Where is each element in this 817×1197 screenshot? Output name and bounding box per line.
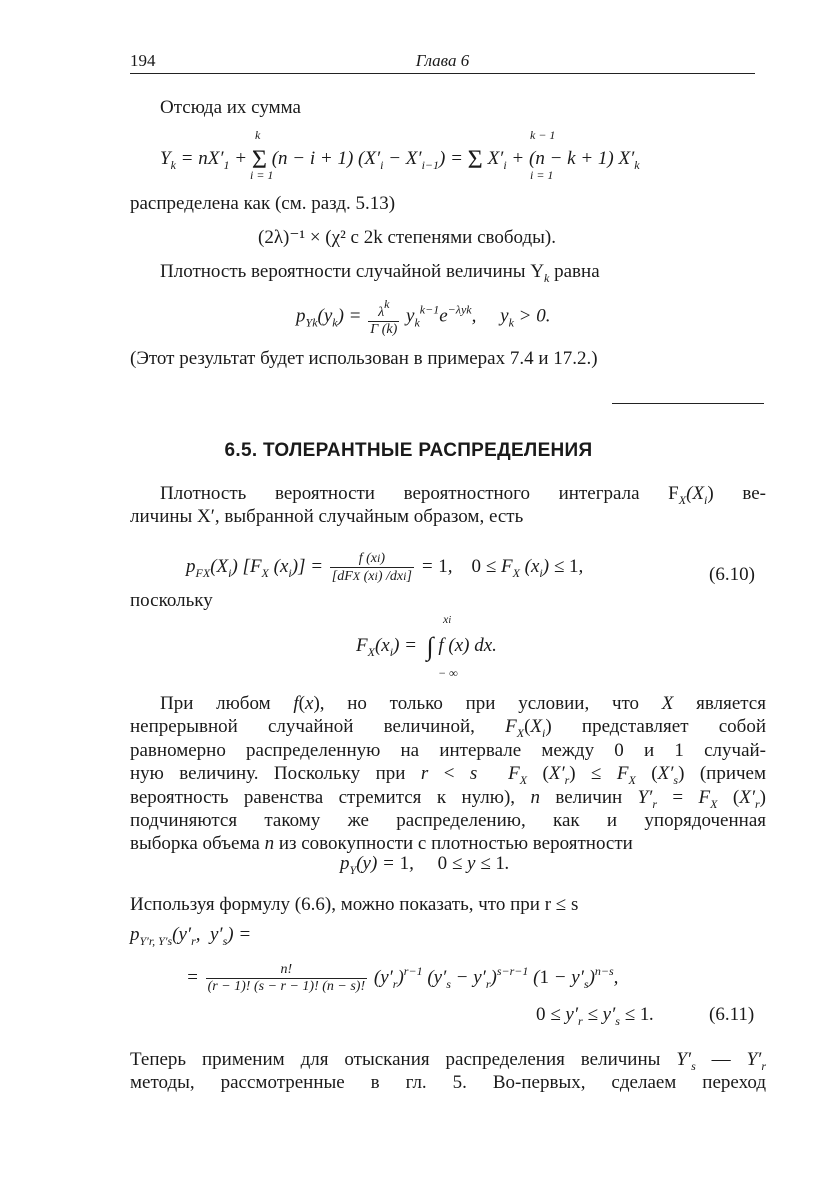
formula-limit: k − 1 — [530, 128, 556, 142]
formula-limit: k — [255, 128, 261, 142]
text-line: Используя формулу (6.6), можно показать, что при r ≤ s — [130, 894, 579, 915]
text-line: Отсюда их сумма — [160, 97, 301, 118]
formula-joint-cond: $0 \le y'_r \le y'_s \le 1$. — [536, 1004, 655, 1028]
text-line: (2λ)⁻¹ × (χ² с 2k степенями свободы). — [258, 227, 556, 248]
formula-uniform: $p_Y(y) = 1$, 0 ≤ y ≤ 1. — [340, 853, 510, 877]
section-heading: 6.5. ТОЛЕРАНТНЫЕ РАСПРЕДЕЛЕНИЯ — [224, 440, 593, 461]
formula-6-10: $p_{FX}(X_i)$ [$F_X$ $(x_i)$] = $\frac{f (xi)}{\text{[dFX (xi) /dxi]}}$ = 1, $0 \le F_X$ $(x_i) \le 1$, — [186, 551, 584, 584]
formula-limit: i = 1 — [250, 168, 274, 182]
formula-limit: i = 1 — [530, 168, 554, 182]
formula-yk-sum: $Y_k = nX'_1 + \Sigma$ (n − i + 1) $(X'_i - X'_{i-1}) = \Sigma$ $X'_i + (n - k + 1)$ $X'_k$ — [160, 145, 640, 174]
paragraph: Плотность вероятности вероятностного интеграла $F_X(X_i)$ ве- личины X′, выбранной случайным образом, есть — [130, 483, 767, 528]
paragraph: При любом f(x), но только при условии, что X является непрерывной случайной величиной, $F_X(X_i)$ представляет собой равномерно распределенную на интервале между 0 и 1 случай- ную величину. Поскольку при r < s $F_X$ $(X'_r) \le F_X$ $(X'_s)$ (причем вероятность равенства стремится к нулю), n величин $Y'_r = F_X$ $(X'_r)$ подчиняются такому же распределению, как и упорядоченная выборка объема n из совокупности с плотностью вероятности — [130, 693, 767, 855]
formula-joint-lhs: $p_{Y'r, Y's}(y'_r$, $y'_s$) = — [130, 924, 252, 948]
equation-number: (6.11) — [709, 1004, 755, 1025]
text-line: (Этот результат будет использован в примерах 7.4 и 17.2.) — [130, 348, 598, 369]
paragraph: Теперь применим для отыскания распределения величины $Y'_s$ — $Y'_r$ методы, рассмотренные в гл. 5. Во-первых, сделаем переход — [130, 1049, 767, 1094]
running-header — [130, 49, 755, 74]
formula-integral: $F_X(x_i)$ = ∫ f (x) dx. — [356, 632, 497, 661]
formula-limit: − ∞ — [438, 666, 458, 680]
formula-density-yk: $p_{Yk}(y_k)$ = $\frac{\lambda k}{\Gamma (k)}$ $y_k^{k-1}e^{-\lambda yk}$, $y_k > 0$. — [296, 297, 551, 337]
text-line: Плотность вероятности случайной величины $Y_k$ равна — [160, 261, 600, 285]
section-divider — [612, 403, 764, 404]
equation-number: (6.10) — [709, 564, 755, 585]
text-line: распределена как (см. разд. 5.13) — [130, 193, 396, 214]
chapter-title: Глава 6 — [415, 51, 470, 70]
formula-limit: xi — [443, 612, 452, 626]
text-line: поскольку — [130, 590, 213, 611]
page-number: 194 — [130, 51, 156, 70]
formula-joint-rhs: = $\frac{n!}{(r - 1)! (s - r - 1)! (n - s)!}$ $(y'_r)^{r-1}$ $(y'_s - y'_r)^{s-r-1}$ $(1 - y'_s)^{n-s}$, — [186, 962, 619, 994]
